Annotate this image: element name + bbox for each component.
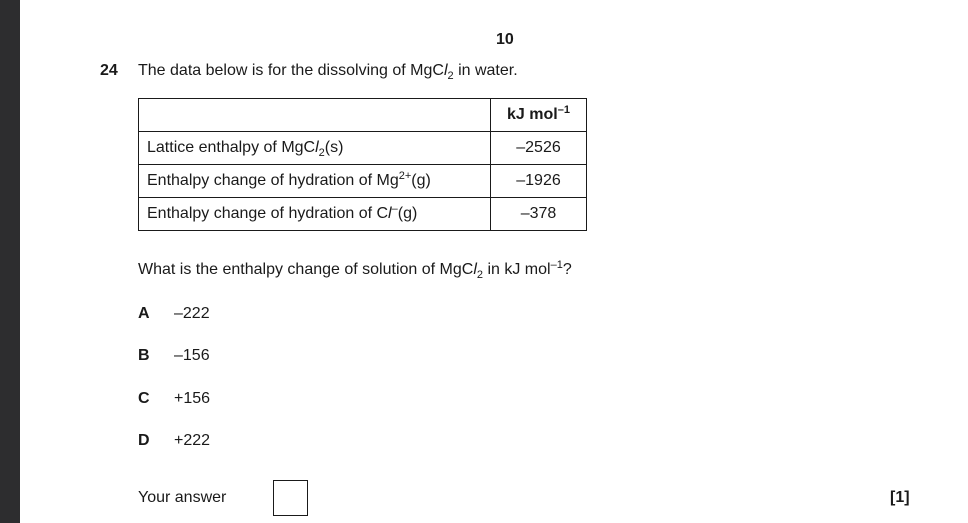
question-number: 24 xyxy=(100,62,118,79)
option-a[interactable] xyxy=(138,305,210,323)
option-letter: A xyxy=(138,305,150,322)
table-row xyxy=(139,165,587,198)
table-header-units: kJ mol$^{-1}$ xyxy=(491,99,587,132)
option-c[interactable] xyxy=(138,390,210,408)
option-text: –222 xyxy=(174,305,210,322)
table-row xyxy=(139,132,587,165)
left-dark-strip xyxy=(0,0,20,523)
option-text: +222 xyxy=(174,432,211,449)
option-letter: D xyxy=(138,432,150,449)
row-label-hydration-cl: Enthalpy change of hydration of Cl–(g) xyxy=(139,198,491,231)
option-b[interactable] xyxy=(138,347,210,365)
row-label-lattice-enthalpy: Lattice enthalpy of MgCl$_2$(s) xyxy=(139,132,491,165)
page-number: 10 xyxy=(496,31,514,48)
row-label-hydration-mg: Enthalpy change of hydration of $Mg^{2+}(g)$ xyxy=(139,165,491,198)
table-header-row xyxy=(139,99,587,132)
row-value-hydration-mg: –1926 xyxy=(491,165,587,198)
option-text: +156 xyxy=(174,390,211,407)
table-row xyxy=(139,198,587,231)
table-header-empty-cell xyxy=(139,99,491,132)
enthalpy-data-table xyxy=(138,98,587,231)
question-prompt: What is the enthalpy change of solution of MgCl$_2$ in kJ mol$^{-1}$? xyxy=(138,259,572,281)
answer-label: Your answer xyxy=(138,489,227,506)
question-intro: The data below is for the dissolving of MgCl$_2$ in water. xyxy=(138,62,518,82)
row-value-lattice-enthalpy: –2526 xyxy=(491,132,587,165)
option-letter: C xyxy=(138,390,150,407)
option-letter: B xyxy=(138,347,150,364)
row-value-hydration-cl: –378 xyxy=(491,198,587,231)
option-d[interactable] xyxy=(138,432,210,450)
answer-box[interactable] xyxy=(273,480,308,516)
option-text: –156 xyxy=(174,347,210,364)
marks-label: [1] xyxy=(890,489,910,506)
